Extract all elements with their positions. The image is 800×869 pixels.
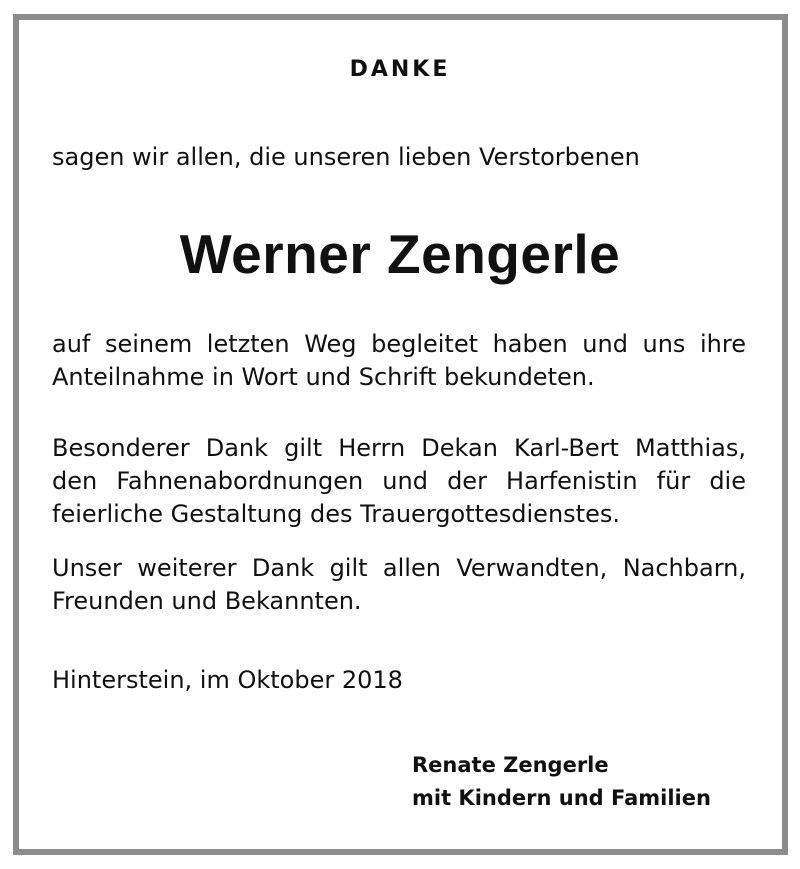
paragraph-farewell [52, 328, 746, 394]
signature-block [412, 749, 711, 815]
place-date: Hinterstein, im Oktober 2018 [52, 666, 403, 694]
signature-name: Renate Zengerle [412, 753, 609, 777]
deceased-name: Werner Zengerle [179, 223, 621, 285]
paragraph-line: Unser weiterer Dank gilt allen Verwandten, Nachbarn, [52, 554, 746, 582]
paragraph-special-thanks [52, 432, 746, 531]
paragraph-line: Besonderer Dank gilt Herrn Dekan Karl-Bert Matthias, [52, 434, 746, 462]
paragraph-line: den Fahnenabordnungen und der Harfenistin für die [52, 467, 746, 495]
signature-family: mit Kindern und Familien [412, 786, 711, 810]
intro-line: sagen wir allen, die unseren lieben Verstorbenen [52, 143, 640, 171]
paragraph-line: Anteilnahme in Wort und Schrift bekundeten. [52, 363, 595, 391]
paragraph-line: auf seinem letzten Weg begleitet haben und uns ihre [52, 330, 746, 358]
paragraph-line: feierliche Gestaltung des Trauergottesdienstes. [52, 500, 620, 528]
paragraph-line: Freunden und Bekannten. [52, 587, 362, 615]
paragraph-further-thanks [52, 552, 746, 618]
notice-heading: DANKE [349, 57, 451, 82]
